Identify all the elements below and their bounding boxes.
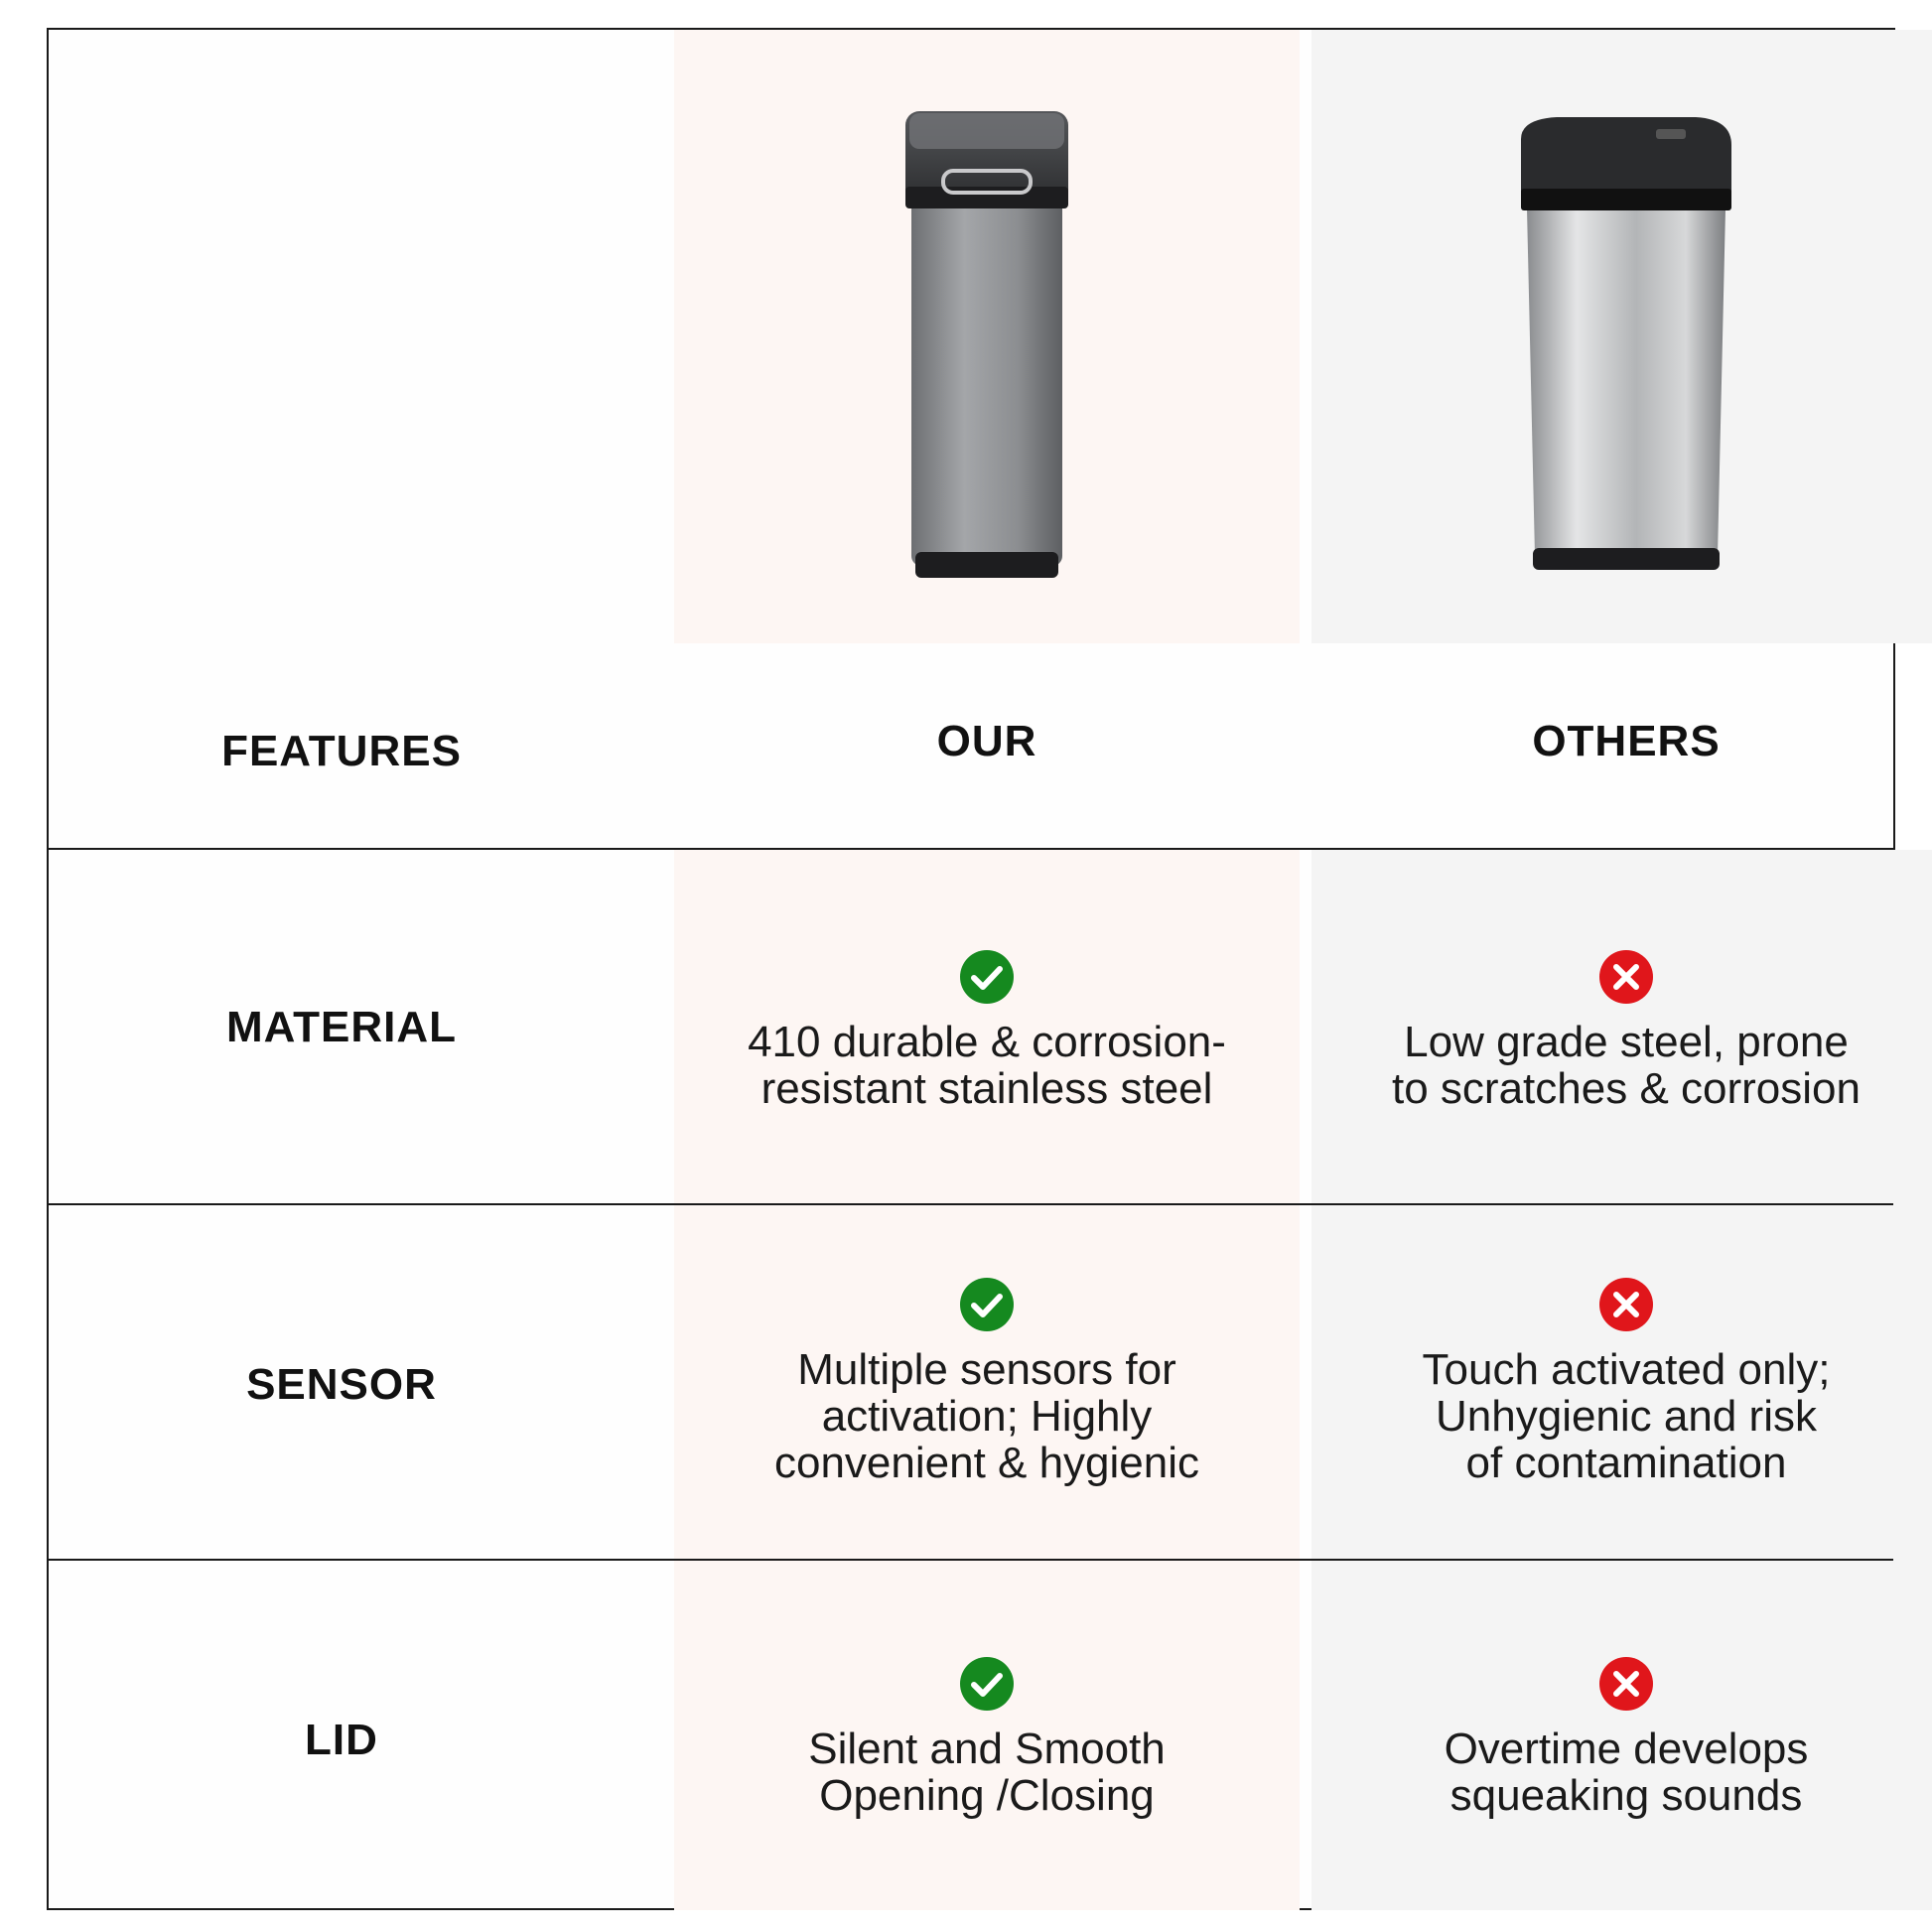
check-circle-icon [959, 1656, 1015, 1712]
our-product-image [674, 89, 1300, 606]
cross-circle-icon [1598, 949, 1654, 1005]
cross-circle-icon [1598, 1277, 1654, 1332]
our-material-text: 410 durable & corrosion- resistant stainless steel [748, 1018, 1226, 1113]
others-product-image [1311, 89, 1932, 606]
our-material-cell [674, 949, 1300, 1112]
others-material-text: Low grade steel, prone to scratches & corrosion [1392, 1018, 1861, 1113]
others-lid-text: Overtime develops squeaking sounds [1444, 1725, 1809, 1820]
our-trash-can-icon [888, 99, 1086, 596]
cross-circle-icon [1598, 1656, 1654, 1712]
feature-label-material: MATERIAL [225, 1003, 458, 1051]
others-sensor-text: Touch activated only; Unhygienic and risk of contamination [1422, 1345, 1831, 1487]
check-circle-icon [959, 1277, 1015, 1332]
our-header: OUR [936, 717, 1037, 765]
divider-row-1 [49, 1203, 1893, 1205]
comparison-table [47, 28, 1895, 1910]
our-sensor-cell [674, 1277, 1300, 1486]
features-header: FEATURES [221, 727, 462, 775]
check-circle-icon [959, 949, 1015, 1005]
our-lid-cell [674, 1656, 1300, 1819]
others-lid-cell [1311, 1656, 1932, 1819]
others-sensor-cell [1311, 1277, 1932, 1486]
others-material-cell [1311, 949, 1932, 1112]
divider-header [49, 848, 1893, 850]
feature-label-lid: LID [305, 1716, 378, 1764]
others-header: OTHERS [1532, 717, 1721, 765]
feature-label-sensor: SENSOR [246, 1360, 437, 1409]
others-trash-can-icon [1497, 99, 1755, 596]
our-sensor-text: Multiple sensors for activation; Highly convenient & hygienic [773, 1345, 1200, 1487]
our-lid-text: Silent and Smooth Opening /Closing [808, 1725, 1166, 1820]
divider-row-2 [49, 1559, 1893, 1561]
